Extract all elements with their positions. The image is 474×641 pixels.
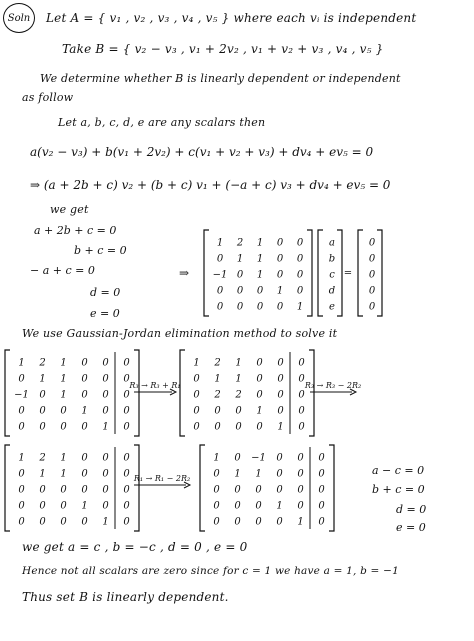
var-vector-right-bracket	[337, 230, 342, 316]
coef-matrix-cell: 0	[216, 253, 224, 265]
line-as-follow: as follow	[22, 91, 74, 104]
final-eq-4: e = 0	[396, 521, 426, 534]
coef-matrix-cell: 1	[236, 253, 244, 265]
aug-matrix-1-cell: 0	[18, 421, 25, 433]
implies-arrow: ⇒	[178, 266, 190, 280]
system-eq-4: d = 0	[90, 286, 121, 299]
aug-matrix-2-cell: 0	[298, 389, 305, 401]
zero-vector-cell: 0	[368, 285, 376, 297]
aug-matrix-1-cell: 0	[39, 389, 46, 401]
aug-matrix-3-cell: 0	[123, 516, 130, 528]
aug-matrix-3-cell: 0	[39, 516, 46, 528]
aug-matrix-2-cell: 1	[214, 373, 221, 385]
aug-matrix-1-cell: 0	[81, 421, 88, 433]
aug-matrix-3-left-bracket	[5, 445, 10, 531]
coef-matrix-right-bracket	[307, 230, 312, 316]
coef-matrix-cell: 0	[256, 285, 264, 297]
aug-matrix-1-cell: 0	[102, 357, 109, 369]
aug-matrix-4-cell: 0	[276, 484, 283, 496]
aug-matrix-2-cell: 1	[235, 357, 242, 369]
step-2-arrow-label: R₃ → R₃ − 2R₂	[304, 381, 362, 390]
aug-matrix-4-cell: 0	[318, 500, 325, 512]
aug-matrix-1-cell: 0	[123, 421, 130, 433]
aug-matrix-2-cell: 0	[235, 421, 242, 433]
coef-matrix-cell: 0	[216, 301, 224, 313]
aug-matrix-4-cell: 0	[297, 500, 304, 512]
aug-matrix-1-cell: 0	[81, 357, 88, 369]
aug-matrix-4-cell: 0	[213, 468, 220, 480]
aug-matrix-1-cell: 2	[39, 357, 46, 369]
aug-matrix-1-cell: 1	[102, 421, 109, 433]
coef-matrix-cell: 0	[276, 301, 284, 313]
aug-matrix-2-left-bracket	[180, 350, 185, 436]
solution-label: Soln	[3, 3, 35, 33]
aug-matrix-4-cell: 0	[255, 516, 262, 528]
coef-matrix-cell: 0	[276, 269, 284, 281]
aug-matrix-2-cell: 0	[256, 357, 263, 369]
aug-matrix-2-cell: 0	[298, 357, 305, 369]
aug-matrix-2-cell: 0	[256, 373, 263, 385]
aug-matrix-1-cell: 0	[39, 405, 46, 417]
aug-matrix-4-cell: 0	[297, 452, 304, 464]
system-eq-1: a + 2b + c = 0	[34, 224, 117, 237]
coef-matrix-cell: 1	[216, 237, 224, 249]
aug-matrix-2-cell: 0	[235, 405, 242, 417]
coef-matrix-left-bracket	[204, 230, 209, 316]
aug-matrix-1-cell: 1	[39, 373, 46, 385]
aug-matrix-1-cell: −1	[14, 389, 29, 401]
aug-matrix-4-cell: 1	[276, 500, 283, 512]
final-eq-3: d = 0	[396, 503, 427, 516]
aug-matrix-4-cell: 0	[297, 468, 304, 480]
line-define-a: Let A = { v₁ , v₂ , v₃ , v₄ , v₅ } where each vᵢ is independent	[46, 11, 417, 25]
coef-matrix-cell: 0	[216, 285, 224, 297]
aug-matrix-3-cell: 1	[39, 468, 46, 480]
aug-matrix-1-cell: 0	[18, 405, 25, 417]
aug-matrix-1-cell: 0	[123, 389, 130, 401]
aug-matrix-2-cell: 0	[193, 389, 200, 401]
aug-matrix-4-cell: 0	[318, 452, 325, 464]
aug-matrix-3-cell: 0	[102, 484, 109, 496]
aug-matrix-3-cell: 0	[102, 468, 109, 480]
coef-matrix-cell: 0	[276, 253, 284, 265]
aug-matrix-2-cell: 0	[277, 405, 284, 417]
var-vector-cell: a	[329, 237, 335, 249]
aug-matrix-2-cell: 0	[256, 389, 263, 401]
coef-matrix-cell: 1	[276, 285, 284, 297]
aug-matrix-3-cell: 0	[81, 516, 88, 528]
var-vector-cell: b	[328, 253, 336, 265]
zero-vector-cell: 0	[368, 237, 376, 249]
line-conclusion: Thus set B is linearly dependent.	[22, 590, 229, 604]
aug-matrix-4-cell: 0	[276, 468, 283, 480]
aug-matrix-3-cell: 0	[39, 500, 46, 512]
zero-vector-cell: 0	[368, 301, 376, 313]
aug-matrix-1-cell: 0	[123, 373, 130, 385]
line-we-get: we get	[50, 203, 89, 216]
aug-matrix-2-cell: 0	[214, 405, 221, 417]
aug-matrix-3-cell: 0	[102, 452, 109, 464]
aug-matrix-2-cell: 0	[277, 389, 284, 401]
system-eq-3: − a + c = 0	[30, 264, 95, 277]
line-let-scalars: Let a, b, c, d, e are any scalars then	[58, 116, 266, 129]
aug-matrix-2-cell: 2	[235, 389, 242, 401]
coef-matrix-cell: 0	[276, 237, 284, 249]
aug-matrix-3-cell: 0	[123, 484, 130, 496]
aug-matrix-2-cell: 0	[193, 405, 200, 417]
aug-matrix-3-cell: 0	[18, 468, 25, 480]
aug-matrix-2-cell: 0	[193, 421, 200, 433]
zero-vector-cell: 0	[368, 269, 376, 281]
aug-matrix-3-cell: 0	[81, 468, 88, 480]
aug-matrix-4-cell: 0	[318, 484, 325, 496]
aug-matrix-1-cell: 0	[60, 421, 67, 433]
aug-matrix-4-cell: 0	[276, 516, 283, 528]
aug-matrix-4-cell: 1	[297, 516, 304, 528]
aug-matrix-3-right-bracket	[134, 445, 139, 531]
aug-matrix-4-cell: 0	[234, 452, 241, 464]
var-vector-left-bracket	[318, 230, 323, 316]
line-define-b: Take B = { v₂ − v₃ , v₁ + 2v₂ , v₁ + v₂ + v₃ , v₄ , v₅ }	[62, 42, 384, 56]
aug-matrix-1-cell: 0	[123, 357, 130, 369]
aug-matrix-1-cell: 0	[102, 405, 109, 417]
aug-matrix-4-right-bracket	[329, 445, 334, 531]
coef-matrix-cell: 0	[236, 301, 244, 313]
aug-matrix-1-cell: 0	[102, 373, 109, 385]
aug-matrix-3-cell: 0	[18, 516, 25, 528]
aug-matrix-1-cell: 0	[123, 405, 130, 417]
aug-matrix-1-cell: 0	[60, 405, 67, 417]
coef-matrix-cell: 1	[296, 301, 304, 313]
coef-matrix-cell: −1	[212, 269, 228, 281]
coef-matrix-cell: 1	[256, 253, 264, 265]
aug-matrix-3-cell: 0	[60, 500, 67, 512]
line-linear-combination: a(v₂ − v₃) + b(v₁ + 2v₂) + c(v₁ + v₂ + v₃) + dv₄ + ev₅ = 0	[30, 145, 374, 159]
coef-matrix-cell: 1	[256, 237, 264, 249]
zero-vector-left-bracket	[358, 230, 363, 316]
coef-matrix-cell: 0	[296, 269, 304, 281]
aug-matrix-3-cell: 0	[81, 452, 88, 464]
coef-matrix-cell: 2	[236, 237, 244, 249]
aug-matrix-4-cell: 0	[276, 452, 283, 464]
aug-matrix-3-cell: 0	[60, 516, 67, 528]
line-determine: We determine whether B is linearly dependent or independent	[40, 72, 401, 85]
system-eq-5: e = 0	[90, 307, 120, 320]
system-eq-2: b + c = 0	[74, 244, 127, 257]
coef-matrix-cell: 0	[256, 301, 264, 313]
aug-matrix-2-cell: 0	[193, 373, 200, 385]
aug-matrix-3-cell: 0	[18, 484, 25, 496]
coef-matrix-cell: 1	[256, 269, 264, 281]
aug-matrix-4-cell: 0	[255, 484, 262, 496]
aug-matrix-4-cell: 0	[255, 500, 262, 512]
aug-matrix-3-cell: 2	[39, 452, 46, 464]
line-gauss-jordan: We use Gaussian-Jordan elimination method to solve it	[22, 327, 338, 340]
coef-matrix-cell: 0	[296, 253, 304, 265]
aug-matrix-2-cell: 0	[277, 357, 284, 369]
aug-matrix-2-cell: 0	[298, 373, 305, 385]
aug-matrix-3-cell: 1	[60, 468, 67, 480]
aug-matrix-4-cell: 0	[234, 484, 241, 496]
aug-matrix-2-cell: 0	[256, 421, 263, 433]
aug-matrix-1-cell: 0	[18, 373, 25, 385]
aug-matrix-2-cell: 2	[214, 357, 221, 369]
aug-matrix-2-cell: 0	[214, 421, 221, 433]
aug-matrix-4-cell: 0	[297, 484, 304, 496]
aug-matrix-3-cell: 0	[123, 468, 130, 480]
aug-matrix-4-cell: 0	[234, 500, 241, 512]
aug-matrix-2-cell: 0	[298, 421, 305, 433]
var-vector-cell: e	[329, 301, 335, 313]
aug-matrix-2-cell: 1	[256, 405, 263, 417]
coef-matrix-cell: 0	[296, 237, 304, 249]
aug-matrix-4-cell: 1	[255, 468, 262, 480]
aug-matrix-2-cell: 1	[277, 421, 284, 433]
aug-matrix-1-cell: 1	[18, 357, 25, 369]
step-3-arrow-label: R₁ → R₁ − 2R₂	[133, 474, 191, 483]
aug-matrix-3-cell: 0	[102, 500, 109, 512]
final-eq-1: a − c = 0	[372, 464, 425, 477]
aug-matrix-4-cell: 0	[213, 516, 220, 528]
aug-matrix-2-cell: 1	[235, 373, 242, 385]
aug-matrix-1-left-bracket	[5, 350, 10, 436]
final-eq-2: b + c = 0	[372, 483, 425, 496]
aug-matrix-4-cell: 0	[318, 516, 325, 528]
coef-matrix-cell: 0	[296, 285, 304, 297]
aug-matrix-3-cell: 1	[81, 500, 88, 512]
aug-matrix-1-right-bracket	[134, 350, 139, 436]
aug-matrix-2-cell: 1	[193, 357, 200, 369]
aug-matrix-3-cell: 1	[102, 516, 109, 528]
aug-matrix-3-cell: 1	[60, 452, 67, 464]
zero-vector-cell: 0	[368, 253, 376, 265]
aug-matrix-4-left-bracket	[200, 445, 205, 531]
var-vector-cell: d	[328, 285, 336, 297]
line-solution: we get a = c , b = −c , d = 0 , e = 0	[22, 540, 248, 554]
coef-matrix-cell: 0	[236, 269, 244, 281]
aug-matrix-1-cell: 0	[102, 389, 109, 401]
aug-matrix-1-cell: 1	[60, 389, 67, 401]
aug-matrix-1-cell: 0	[81, 373, 88, 385]
aug-matrix-4-cell: 0	[213, 500, 220, 512]
zero-vector-right-bracket	[377, 230, 382, 316]
aug-matrix-2-cell: 0	[277, 373, 284, 385]
aug-matrix-2-cell: 0	[298, 405, 305, 417]
aug-matrix-1-cell: 1	[60, 373, 67, 385]
aug-matrix-3-cell: 0	[39, 484, 46, 496]
step-1-arrow-label: R₃ → R₃ + R₁	[129, 381, 181, 390]
equals-sign: =	[343, 268, 353, 279]
coef-matrix-cell: 0	[236, 285, 244, 297]
aug-matrix-4-cell: 1	[213, 452, 220, 464]
aug-matrix-3-cell: 0	[18, 500, 25, 512]
aug-matrix-1-cell: 1	[60, 357, 67, 369]
aug-matrix-3-cell: 0	[123, 500, 130, 512]
aug-matrix-1-cell: 0	[81, 389, 88, 401]
aug-matrix-3-cell: 1	[18, 452, 25, 464]
aug-matrix-3-cell: 0	[81, 484, 88, 496]
aug-matrix-4-cell: −1	[251, 452, 266, 464]
line-regrouped: ⇒ (a + 2b + c) v₂ + (b + c) v₁ + (−a + c) v₃ + dv₄ + ev₅ = 0	[30, 178, 391, 192]
aug-matrix-4-cell: 0	[234, 516, 241, 528]
line-not-all-zero: Hence not all scalars are zero since for c = 1 we have a = 1, b = −1	[22, 565, 399, 577]
aug-matrix-3-cell: 0	[60, 484, 67, 496]
aug-matrix-2-right-bracket	[309, 350, 314, 436]
aug-matrix-4-cell: 0	[318, 468, 325, 480]
aug-matrix-3-cell: 0	[123, 452, 130, 464]
aug-matrix-1-cell: 1	[81, 405, 88, 417]
aug-matrix-4-cell: 1	[234, 468, 241, 480]
aug-matrix-2-cell: 2	[214, 389, 221, 401]
var-vector-cell: c	[329, 269, 335, 281]
aug-matrix-1-cell: 0	[39, 421, 46, 433]
aug-matrix-4-cell: 0	[213, 484, 220, 496]
